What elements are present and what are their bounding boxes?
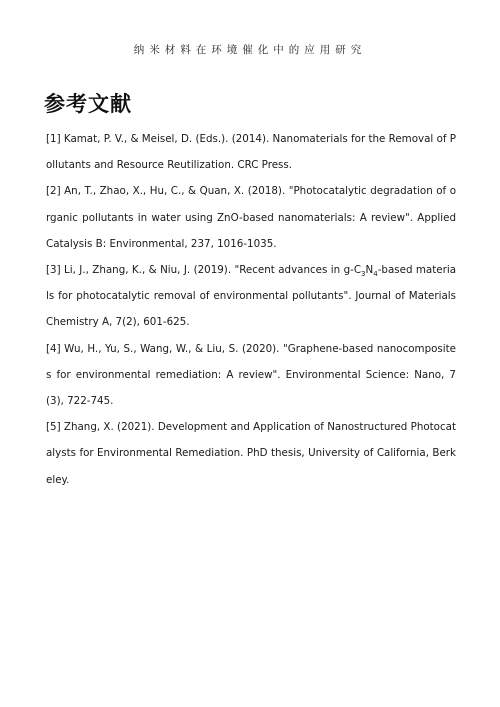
- reference-item: [46, 414, 456, 493]
- reference-text: Wu, H., Yu, S., Wang, W., & Liu, S. (2020). "Graphene-based nanocomposites for environmental remediation: A review". Environmental Science: Nano, 7(3), 722-745.: [46, 342, 456, 408]
- reference-number: [2]: [46, 185, 61, 198]
- reference-text-part: Li, J., Zhang, K., & Niu, J. (2019). "Recent advances in g-C: [64, 264, 362, 277]
- reference-text: Kamat, P. V., & Meisel, D. (Eds.). (2014). Nanomaterials for the Removal of Pollutants and Resource Reutilization. CRC Press.: [46, 133, 456, 172]
- reference-item: [46, 336, 456, 415]
- reference-number: [3]: [46, 264, 61, 277]
- reference-text: An, T., Zhao, X., Hu, C., & Quan, X. (2018). "Photocatalytic degradation of organic pollutants in water using ZnO-based nanomaterials: A review". Applied Catalysis B: Environmental, 237, 1016-1035.: [46, 185, 456, 250]
- reference-number: [5]: [46, 421, 61, 434]
- running-header: 纳米材料在环境催化中的应用研究: [133, 44, 367, 56]
- reference-number: [4]: [46, 342, 61, 355]
- subscript: 4: [373, 270, 378, 279]
- reference-text: Zhang, X. (2021). Development and Application of Nanostructured Photocatalysts for Environmental Remediation. PhD thesis, University of California, Berkeley.: [46, 421, 456, 486]
- reference-item: [46, 257, 456, 336]
- subscript: 3: [361, 270, 366, 279]
- reference-text-part: N: [365, 264, 374, 277]
- section-title: 参考文献: [44, 92, 132, 116]
- reference-item: [46, 178, 456, 257]
- reference-list: [46, 126, 456, 493]
- reference-text: [46, 264, 456, 328]
- reference-text-part: -based materials for photocatalytic removal of environmental pollutants". Journal of Materials Chemistry A, 7(2), 601-625.: [46, 264, 457, 329]
- reference-item: [46, 126, 456, 178]
- reference-number: [1]: [46, 133, 61, 145]
